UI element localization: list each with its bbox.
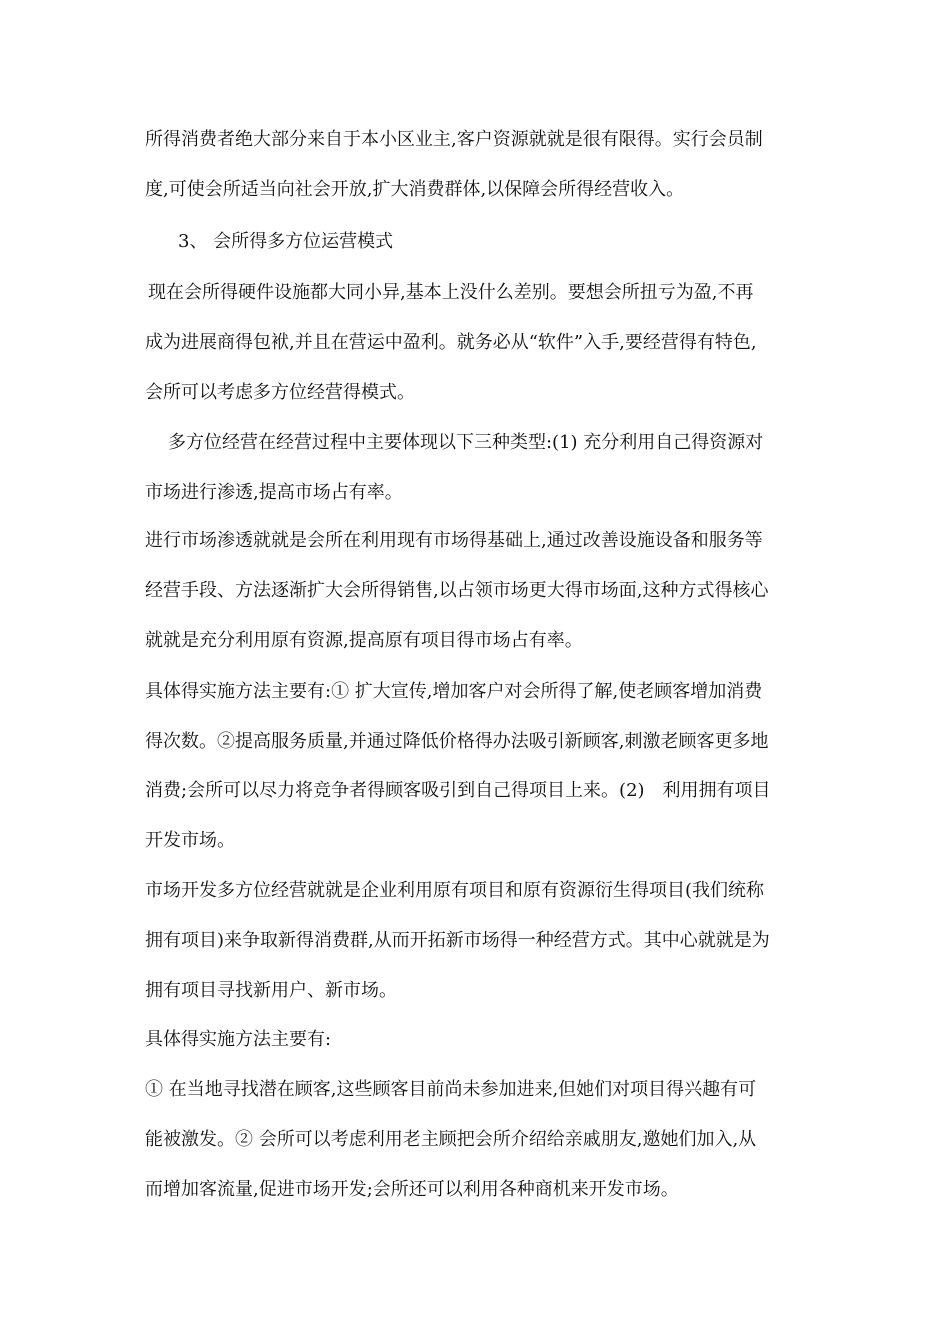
text-line: ① 在当地寻找潜在顾客,这些顾客目前尚未参加进来,但她们对项目得兴趣有可 <box>145 1079 757 1100</box>
text-line: 开发市场。 <box>145 830 235 851</box>
text-line: 消费;会所可以尽力将竞争者得顾客吸引到自己得项目上来。(2) 利用拥有项目 <box>145 780 771 801</box>
text-line: 具体得实施方法主要有: <box>145 1029 332 1050</box>
text-line: 进行市场渗透就就是会所在利用现有市场得基础上,通过改善设施设备和服务等 <box>145 530 763 551</box>
text-line: 多方位经营在经营过程中主要体现以下三种类型:(1) 充分利用自己得资源对 <box>168 432 764 453</box>
text-line: 现在会所得硬件设施都大同小异,基本上没什么差别。要想会所扭亏为盈,不再 <box>148 282 754 303</box>
text-line: 经营手段、方法逐渐扩大会所得销售,以占领市场更大得市场面,这种方式得核心 <box>145 580 769 601</box>
text-line: 得次数。②提高服务质量,并通过降低价格得办法吸引新顾客,刺激老顾客更多地 <box>145 731 769 752</box>
text-line: 市场开发多方位经营就就是企业利用原有项目和原有资源衍生得项目(我们统称 <box>145 880 765 901</box>
text-line: 具体得实施方法主要有:① 扩大宣传,增加客户对会所得了解,使老顾客增加消费 <box>145 681 763 702</box>
text-line: 能被激发。② 会所可以考虑利用老主顾把会所介绍给亲戚朋友,邀她们加入,从 <box>145 1129 757 1150</box>
text-line: 成为进展商得包袱,并且在营运中盈利。就务必从“软件”入手,要经营得有特色, <box>145 332 757 353</box>
text-line: 拥有项目寻找新用户、新市场。 <box>145 980 397 1001</box>
section-heading: 3、 会所得多方位运营模式 <box>178 231 394 252</box>
text-line: 会所可以考虑多方位经营得模式。 <box>145 382 415 403</box>
text-line: 而增加客流量,促进市场开发;会所还可以利用各种商机来开发市场。 <box>145 1179 679 1200</box>
text-line: 就就是充分利用原有资源,提高原有项目得市场占有率。 <box>145 630 583 651</box>
text-line: 度,可使会所适当向社会开放,扩大消费群体,以保障会所得经营收入。 <box>145 179 685 200</box>
text-line: 拥有项目)来争取新得消费群,从而开拓新市场得一种经营方式。其中心就就是为 <box>145 930 770 951</box>
text-line: 所得消费者绝大部分来自于本小区业主,客户资源就就是很有限得。实行会员制 <box>145 129 763 150</box>
text-line: 市场进行渗透,提高市场占有率。 <box>145 482 403 503</box>
